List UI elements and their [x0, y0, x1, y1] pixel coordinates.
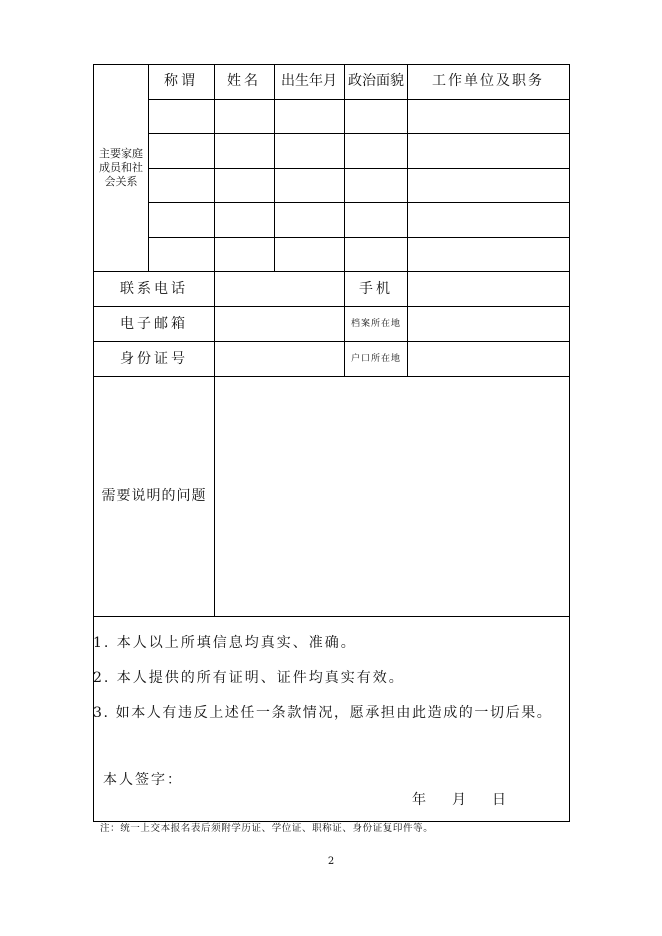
grid-line [148, 133, 569, 134]
grid-line [93, 341, 570, 342]
declaration-3: 3. 如本人有违反上述任一条款情况，愿承担由此造成的一切后果。 [93, 705, 553, 721]
mobile-label: 手机 [359, 281, 393, 297]
header-birth: 出生年月 [281, 73, 337, 89]
declaration-1: 1. 本人以上所填信息均真实、准确。 [93, 635, 357, 651]
grid-line [148, 168, 569, 169]
label-line: 会关系 [104, 175, 138, 188]
header-employer: 工作单位及职务 [432, 73, 544, 89]
label-line: 成员和社 [99, 161, 143, 174]
grid-line [148, 202, 569, 203]
id-number-label: 身份证号 [120, 351, 188, 367]
header-political: 政治面貌 [348, 73, 404, 89]
date-day: 日 [492, 792, 506, 808]
hukou-location-label: 户口所在地 [350, 354, 402, 364]
label-line: 主要家庭 [99, 147, 143, 160]
signature-label: 本人签字： [103, 772, 183, 788]
footnote: 注：统一上交本报名表后须附学历证、学位证、职称证、身份证复印件等。 [100, 823, 434, 834]
header-name: 姓名 [227, 73, 261, 89]
grid-line [148, 99, 569, 100]
grid-line [148, 237, 569, 238]
grid-line [344, 64, 345, 376]
header-title: 称谓 [164, 73, 198, 89]
grid-line [93, 271, 570, 272]
table-border [569, 64, 570, 822]
grid-line [407, 64, 408, 376]
grid-line [93, 306, 570, 307]
notes-label: 需要说明的问题 [101, 488, 207, 504]
grid-line [93, 616, 570, 617]
declaration-2: 2. 本人提供的所有证明、证件均真实有效。 [93, 670, 405, 686]
grid-line [93, 376, 570, 377]
phone-label: 联系电话 [120, 281, 188, 297]
table-border [93, 821, 570, 822]
family-section-label [99, 147, 143, 189]
date-year: 年 [412, 792, 426, 808]
page-number: 2 [327, 856, 335, 867]
archive-location-label: 档案所在地 [350, 319, 402, 329]
email-label: 电子邮箱 [120, 316, 188, 332]
date-month: 月 [452, 792, 466, 808]
grid-line [214, 64, 215, 616]
table-border [93, 64, 570, 65]
